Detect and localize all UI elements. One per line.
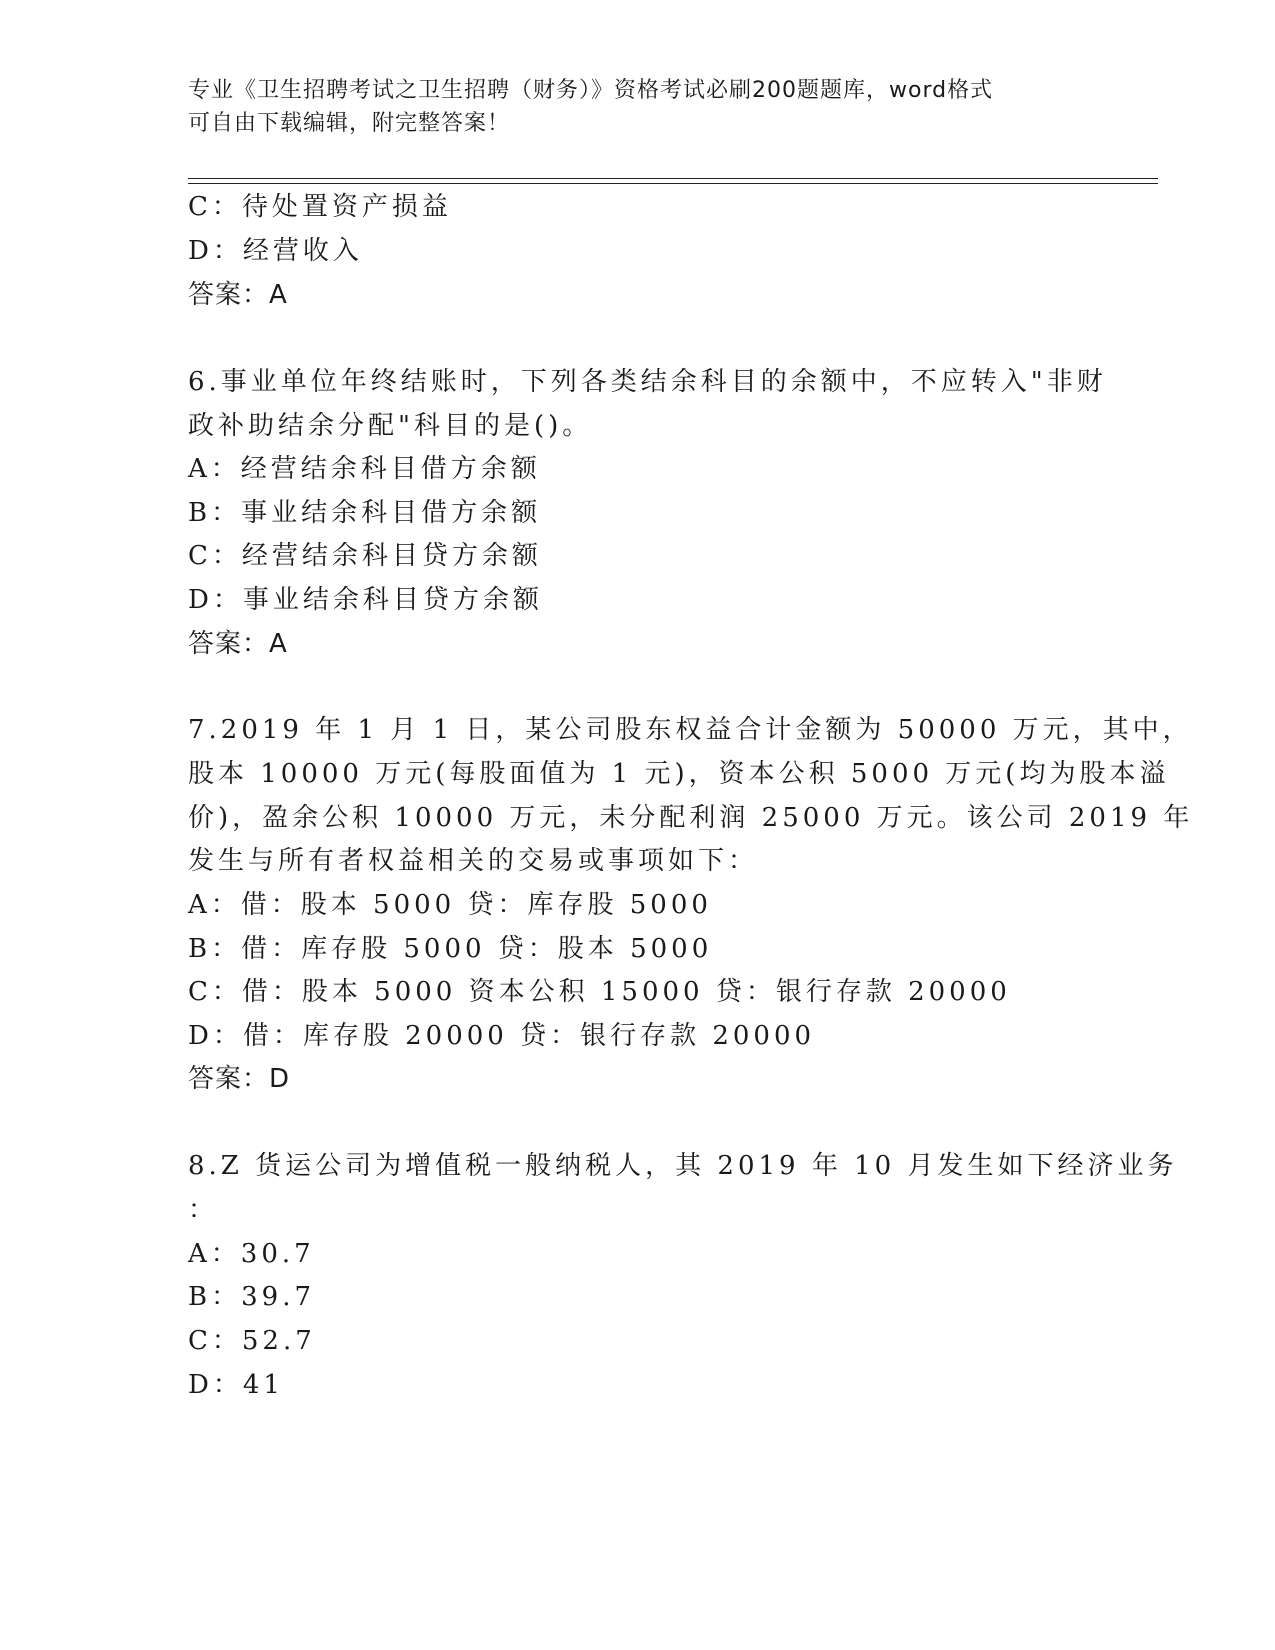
q6-option-d: D：事业结余科目贷方余额 [188,585,543,615]
q7-answer: 答案：D [188,1064,291,1094]
q7-stem-line-1: 7.2019 年 1 月 1 日，某公司股东权益合计金额为 50000 万元，其中， [188,715,1193,745]
q6-stem-line-2: 政补助结余分配"科目的是()。 [188,411,593,441]
q6-option-b: B：事业结余科目借方余额 [188,498,542,528]
q8-stem-line-2: ： [188,1195,219,1225]
q7-option-d: D：借：库存股 20000 贷：银行存款 20000 [188,1021,816,1051]
q6-option-a: A：经营结余科目借方余额 [188,454,541,484]
q7-stem-line-3: 价)，盈余公积 10000 万元，未分配利润 25000 万元。该公司 2019 年 [188,803,1194,833]
header-divider-top [188,178,1158,179]
q6-stem-line-1: 6.事业单位年终结账时，下列各类结余科目的余额中，不应转入"非财 [188,367,1107,397]
q8-option-b: B：39.7 [188,1282,315,1312]
q8-option-c: C：52.7 [188,1326,316,1356]
q5-answer: 答案：A [188,280,288,310]
q5-option-d: D：经营收入 [188,236,363,266]
q8-option-a: A：30.7 [188,1239,315,1269]
q7-option-a: A：借：股本 5000 贷：库存股 5000 [188,890,712,920]
q5-option-c: C：待处置资产损益 [188,192,452,222]
q6-answer: 答案：A [188,629,288,659]
header-title-line-2: 可自由下载编辑，附完整答案！ [188,111,511,136]
q7-option-b: B：借：库存股 5000 贷：股本 5000 [188,934,713,964]
q7-stem-line-2: 股本 10000 万元(每股面值为 1 元)，资本公积 5000 万元(均为股本溢 [188,759,1170,789]
header-divider-bottom [188,183,1158,184]
page-header [188,74,1068,140]
header-title-line-1: 专业《卫生招聘考试之卫生招聘（财务）》资格考试必刷200题题库，word格式 [188,78,994,103]
q8-option-d: D：41 [188,1370,284,1400]
q7-option-c: C：借：股本 5000 资本公积 15000 贷：银行存款 20000 [188,977,1011,1007]
q6-option-c: C：经营结余科目贷方余额 [188,541,542,571]
q7-stem-line-4: 发生与所有者权益相关的交易或事项如下： [188,846,759,876]
q8-stem-line-1: 8.Z 货运公司为增值税一般纳税人，其 2019 年 10 月发生如下经济业务 [188,1151,1178,1181]
